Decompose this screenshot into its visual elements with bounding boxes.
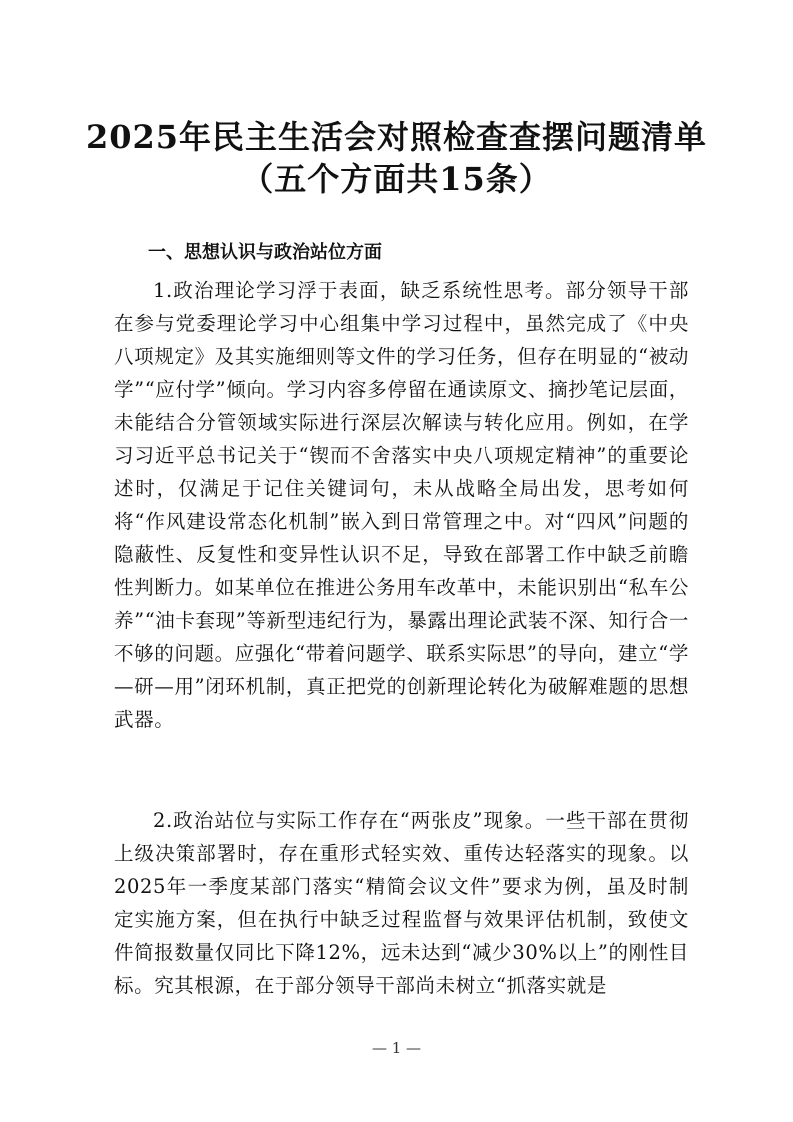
- paragraph-1: 1.政治理论学习浮于表面，缺乏系统性思考。部分领导干部在参与党委理论学习中心组集中学习过程中，虽然完成了《中央八项规定》及其实施细则等文件的学习任务，但存在明显的“被动学”“应付学”倾向。学习内容多停留在通读原文、摘抄笔记层面，未能结合分管领域实际进行深层次解读与转化应用。例如，在学习习近平总书记关于“锲而不舍落实中央八项规定精神”的重要论述时，仅满足于记住关键词句，未从战略全局出发，思考如何将“作风建设常态化机制”嵌入到日常管理之中。对“四风”问题的隐蔽性、反复性和变异性认识不足，导致在部署工作中缺乏前瞻性判断力。如某单位在推进公务用车改革中，未能识别出“私车公养”“油卡套现”等新型违纪行为，暴露出理论武装不深、知行合一不够的问题。应强化“带着问题学、联系实际思”的导向，建立“学—研—用”闭环机制，真正把党的创新理论转化为破解难题的思想武器。: [114, 279, 689, 731]
- section-heading: 一、思想认识与政治站位方面: [148, 242, 382, 263]
- paragraph-2: 2.政治站位与实际工作存在“两张皮”现象。一些干部在贯彻上级决策部署时，存在重形式轻实效、重传达轻落实的现象。以2025年一季度某部门落实“精简会议文件”要求为例，虽及时制定实施方案，但在执行中缺乏过程监督与效果评估机制，致使文件简报数量仅同比下降12%，远未达到“减少30%以上”的刚性目标。究其根源，在于部分领导干部尚未树立“抓落实就是: [114, 809, 689, 997]
- document-subtitle: （五个方面共15条）: [241, 160, 552, 198]
- page-number: — 1 —: [371, 1039, 422, 1057]
- document-title: 2025年民主生活会对照检查查摆问题清单: [85, 118, 708, 156]
